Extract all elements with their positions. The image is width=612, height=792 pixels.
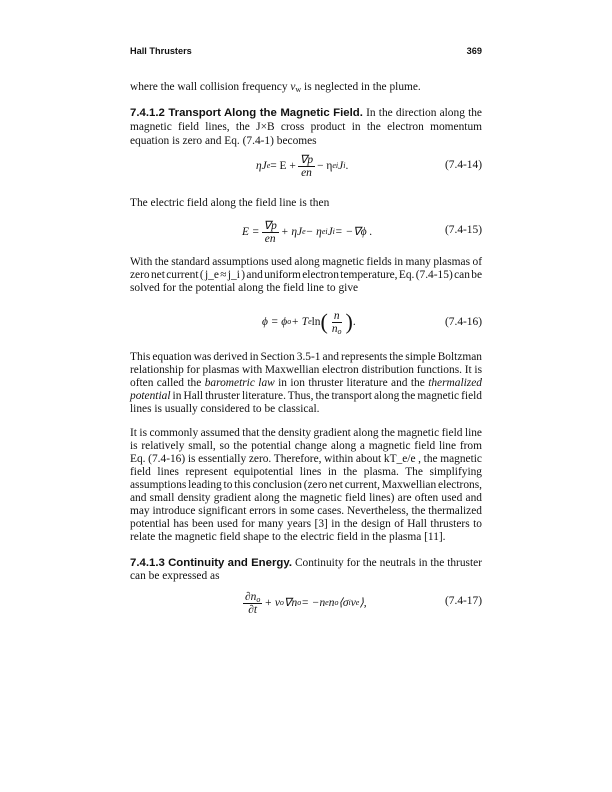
equation-number: (7.4-15) <box>444 224 482 236</box>
paragraph-line: can be expressed as <box>130 570 220 582</box>
paragraph-line: and small density gradient along the magnetic field lines) are often used and <box>130 492 482 504</box>
equation-7-4-17: $\frac{\partial n_o}{\partial t}$ + v o ∇n o = −n e n o ⟨σ i v e ⟩, <box>245 590 367 616</box>
paragraph-line: magnetic field lines, the J×B cross product in the electron momentum <box>130 121 482 133</box>
paragraph-line: where the wall collision frequency $\nu_w$ is neglected in the plume. <box>130 81 421 94</box>
paragraph-line: zero net current ( j_e ≈ j_i ) and uniform electron temperature, Eq. (7.4-15) can be <box>130 269 482 281</box>
equation-7-4-14: ηJ e = E + $\frac{\nabla p}{en}$ − η ei J i . <box>256 153 349 179</box>
paragraph-line: relate the magnetic field shape to the electric field in the plasma [11]. <box>130 531 446 543</box>
paragraph-line: potential has been used for many years [3] in the design of Hall thrusters to <box>130 518 482 530</box>
paragraph-line: lines is usually considered to be classical. <box>130 403 320 415</box>
paragraph-line: relationship for plasmas with Maxwellian electron distribution functions. It is <box>130 364 482 376</box>
paragraph-line: The electric field along the field line is then <box>130 197 330 209</box>
equation-7-4-16: ϕ = ϕ o + T e ln ( $\frac{n}{n_o}$ ) . <box>262 309 356 336</box>
equation-number: (7.4-14) <box>444 159 482 171</box>
paragraph-line: is relatively small, so the potential change along a magnetic field line from <box>130 440 482 452</box>
section-heading-7-4-1-3: 7.4.1.3 Continuity and Energy. Continuity for the neutrals in the thruster <box>130 557 482 569</box>
paragraph-line: This equation was derived in Section 3.5-1 and represents the simple Boltzman <box>130 351 482 363</box>
section-heading-7-4-1-2: 7.4.1.2 Transport Along the Magnetic Field. In the direction along the <box>130 107 482 119</box>
paragraph-line: solved for the potential along the field line to give <box>130 282 359 294</box>
paragraph-line: With the standard assumptions used along magnetic fields in many plasmas of <box>130 256 482 268</box>
equation-7-4-15: E = $\frac{\nabla p}{en}$ + ηJ e − η ei J i = −∇ϕ . <box>242 219 373 245</box>
paragraph-line: field lines represent equipotential lines in the plasma. The simplifying <box>130 466 482 478</box>
paragraph-line: may introduce significant errors in some cases. Nevertheless, the thermalized <box>130 505 482 517</box>
paragraph-line: often called the barometric law in ion thruster literature and the thermalized <box>130 377 482 389</box>
page-number: 369 <box>466 46 482 56</box>
paragraph-line: assumptions leading to this conclusion (zero net current, Maxwellian electrons, <box>130 479 482 491</box>
paragraph-line: Eq. (7.4-16) is essentially zero. Therefore, within about kT_e/e , the magnetic <box>130 453 482 465</box>
equation-number: (7.4-17) <box>444 595 482 607</box>
paragraph-line: potential in Hall thruster literature. Thus, the transport along the magnetic field <box>130 390 482 402</box>
paragraph-line: It is commonly assumed that the density gradient along the magnetic field line <box>130 427 482 439</box>
equation-number: (7.4-16) <box>444 316 482 328</box>
running-header-title: Hall Thrusters <box>130 46 192 56</box>
paragraph-line: equation is zero and Eq. (7.4-1) becomes <box>130 135 317 147</box>
